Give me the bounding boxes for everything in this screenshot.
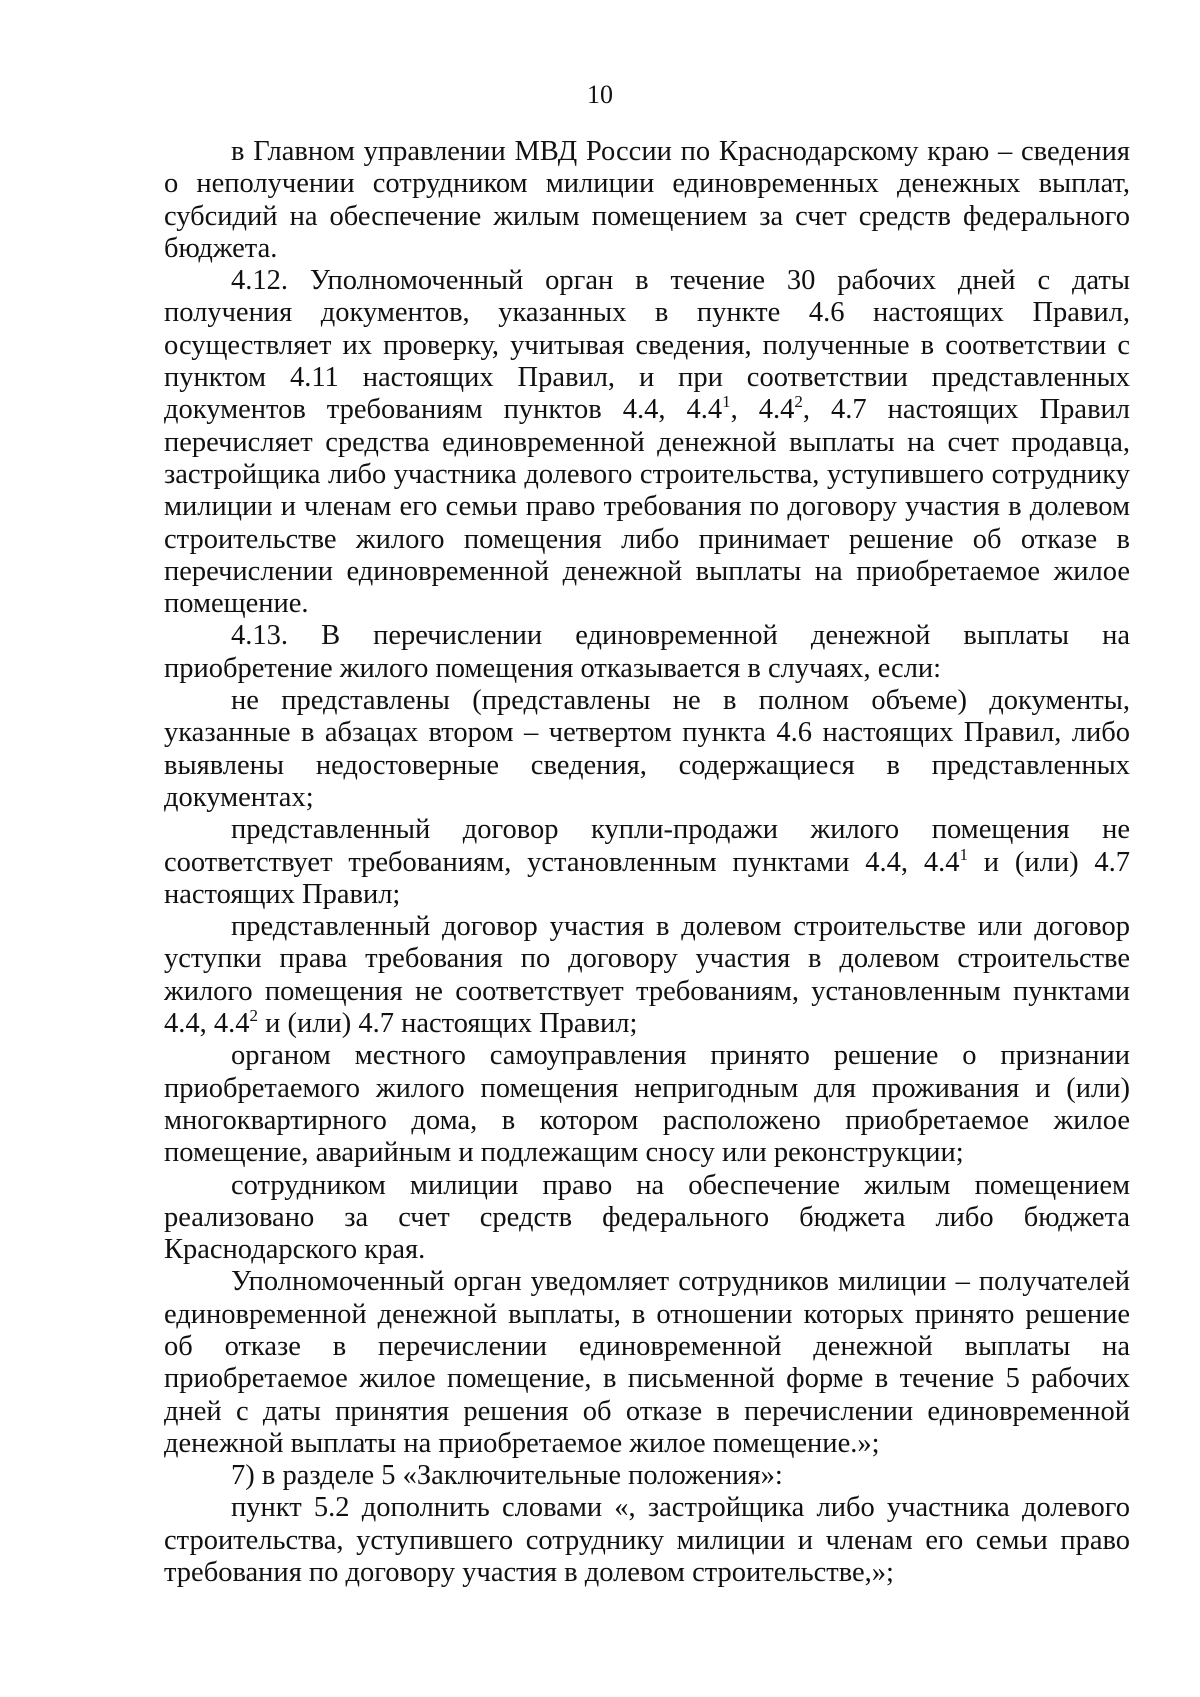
superscript: 2 [249,1006,258,1026]
paragraph-p8 [164,1170,1130,1267]
paragraph-p2 [164,265,1130,620]
paragraph-p6 [164,911,1130,1040]
superscript: 2 [794,392,803,412]
paragraph-p5 [164,814,1130,911]
paragraph-text: представленный договор участия в долевом строительстве или договор уступки права требования по договору участия в долевом строительстве жилого помещения не соответствует требованиям, установленным пунктами 4.4, 4.4 [164,911,1130,1040]
paragraph-text: 7) в разделе 5 «Заключительные положения»: [231,1460,783,1492]
paragraph-p10 [164,1460,1130,1492]
paragraph-p4 [164,685,1130,814]
page-number: 10 [587,80,613,109]
paragraph-text: Уполномоченный орган уведомляет сотрудников милиции – получателей единовременной денежной выплаты, в отношении которых принято решение об отказе в перечислении единовременной денежной выплаты на приобретаемое жилое помещение, в письменной форме в течение 5 рабочих дней с даты принятия решения об отказе в перечислении единовременной денежной выплаты на приобретаемое жилое помещение.»; [164,1266,1130,1459]
paragraph-text: пункт 5.2 дополнить словами «, застройщика либо участника долевого строительства, уступившего сотруднику милиции и членам его семьи право требования по договору участия в долевом строительстве,»; [164,1492,1130,1589]
paragraph-p3 [164,620,1130,685]
paragraph-text: , 4.7 настоящих Правил перечисляет средства единовременной денежной выплаты на счет продавца, застройщика либо участника долевого строительства, уступившего сотруднику милиции и членам его семьи право требования по договору участия в долевом строительстве жилого помещения либо принимает решение об отказе в перечислении единовременной денежной выплаты на приобретаемое жилое помещение. [164,394,1130,620]
paragraph-text: в Главном управлении МВД России по Краснодарскому краю – сведения о неполучении сотрудником милиции единовременных денежных выплат, субсидий на обеспечение жилым помещением за счет средств федерального бюджета. [164,136,1130,264]
paragraph-text: не представлены (представлены не в полном объеме) документы, указанные в абзацах втором – четвертом пункта 4.6 настоящих Правил, либо выявлены недостоверные сведения, содержащиеся в представленных документах; [164,685,1130,813]
paragraph-p9 [164,1266,1130,1460]
paragraph-p7 [164,1040,1130,1169]
paragraph-text: 4.13. В перечислении единовременной денежной выплаты на приобретение жилого помещения отказывается в случаях, если: [164,620,1130,684]
document-body [164,136,1130,1589]
paragraph-text: и (или) 4.7 настоящих Правил; [164,846,1131,910]
paragraph-p11 [164,1492,1130,1589]
superscript: 1 [959,844,968,864]
paragraph-text: сотрудником милиции право на обеспечение жилым помещением реализовано за счет средств федерального бюджета либо бюджета Краснодарского края. [164,1169,1130,1266]
paragraph-text: 4.12. Уполномоченный орган в течение 30 рабочих дней с даты получения документов, указанных в пункте 4.6 настоящих Правил, осуществляет их проверку, учитывая сведения, полученные в соответствии с пунктом 4.11 настоящих Правил, и при соответствии представленных документов требованиям пунктов 4.4, 4.4 [164,265,1130,426]
paragraph-text: органом местного самоуправления принято решение о признании приобретаемого жилого помещения непригодным для проживания и (или) многоквартирного дома, в котором расположено приобретаемое жилое помещение, аварийным и подлежащим сносу или реконструкции; [164,1040,1130,1169]
paragraph-text: и (или) 4.7 настоящих Правил; [258,1008,638,1040]
superscript: 1 [722,392,731,412]
paragraph-p1 [164,136,1130,265]
paragraph-text: , 4.4 [730,394,795,426]
paragraph-text: представленный договор купли-продажи жилого помещения не соответствует требованиям, установленным пунктами 4.4, 4.4 [164,814,1130,878]
